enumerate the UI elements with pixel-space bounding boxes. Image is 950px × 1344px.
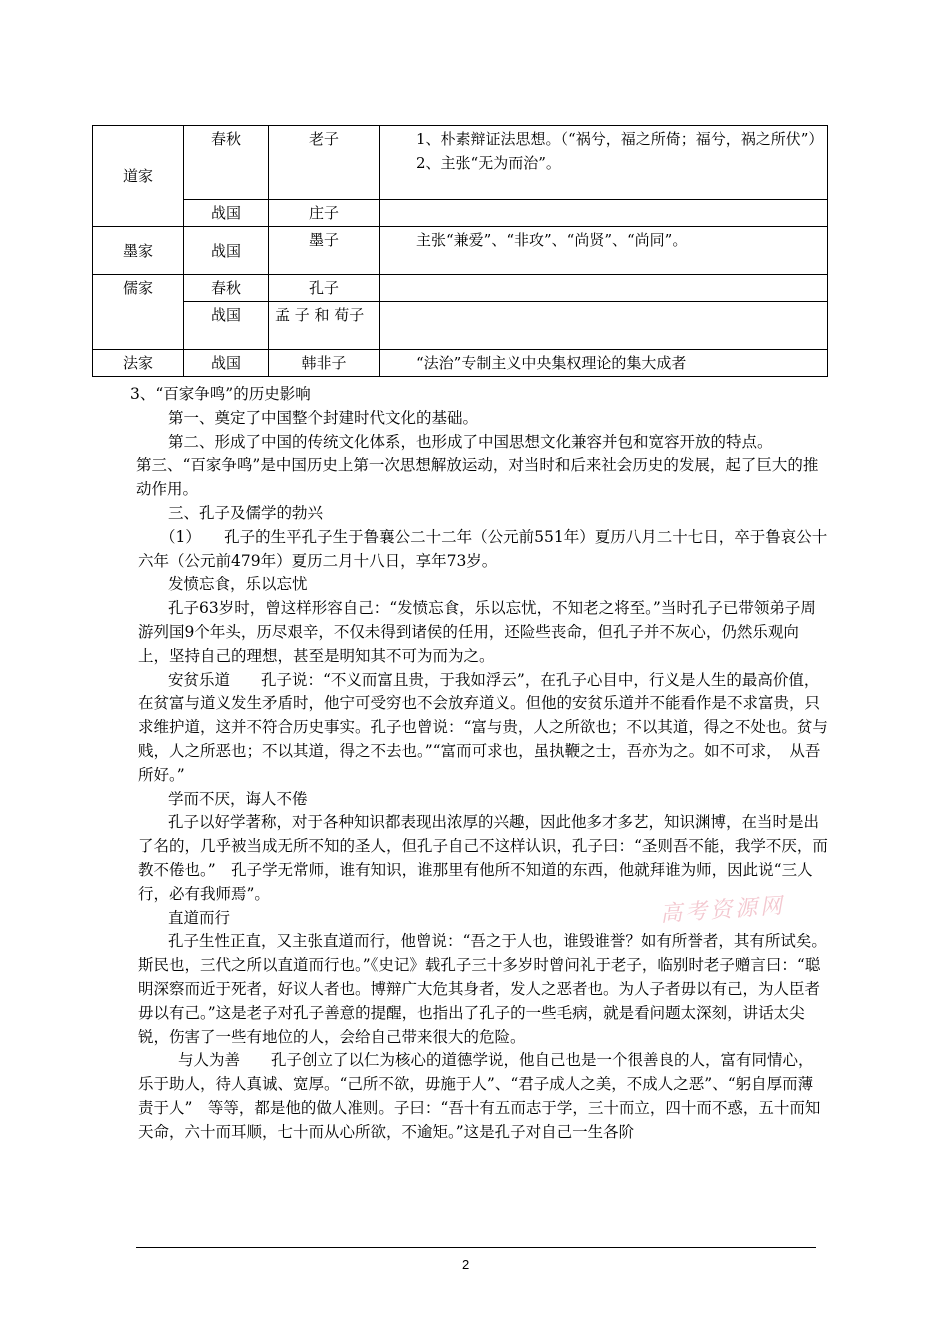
table-row [93,302,828,350]
paragraph: 孔子以好学著称，对于各种知识都表现出浓厚的兴趣，因此他多才多艺，知识渊博，在当时是出了名的，几乎被当成无所不知的圣人，但孔子自己不这样认识，孔子曰：“圣则吾不能，我学不厌，而教不倦也。” 孔子学无常师，谁有知识，谁那里有他所不知道的东西，他就拜谁为师，因此说“三人行，必有我师焉”。 [138,813,828,903]
person-cell: 韩非子 [269,350,380,377]
idea-cell [380,200,828,227]
paragraph: （1） 孔子的生平孔子生于鲁襄公二十二年（公元前551年）夏历八月二十七日，卒于鲁哀公十六年（公元前479年）夏历二月十八日，享年73岁。 [138,527,828,570]
era-cell: 战国 [184,200,269,227]
idea-line: 1、朴素辩证法思想。（“祸兮，福之所倚；福兮，祸之所伏”） [416,130,824,148]
era-cell: 春秋 [184,126,269,200]
paragraph: 第二、形成了中国的传统文化体系，也形成了中国思想文化兼容并包和宽容开放的特点。 [168,432,773,451]
school-cell: 墨家 [93,227,184,275]
paragraph: 与人为善 孔子创立了以仁为核心的道德学说，他自己也是一个很善良的人，富有同情心，乐于助人，待人真诚、宽厚。“己所不欲，毋施于人”、“君子成人之美，不成人之恶”、“躬自厚而薄责于人” 等等，都是他的做人准则。子曰：“吾十有五而志于学，三十而立，四十而不惑，五十而知天命，六十而耳顺，七十而从心所欲，不逾矩。”这是孔子对自己一生各阶 [138,1051,821,1141]
person-cell: 孔子 [269,275,380,302]
table-row [93,126,828,200]
era-cell: 战国 [184,350,269,377]
table-row [93,200,828,227]
idea-cell [380,302,828,350]
paragraph: 孔子63岁时，曾这样形容自己：“发愤忘食，乐以忘忧，不知老之将至。”当时孔子已带领弟子周游列国9个年头，历尽艰辛，不仅未得到诸侯的任用，还险些丧命，但孔子并不灰心，仍然乐观向上，坚持自己的理想，甚至是明知其不可为而为之。 [138,599,816,665]
section-heading: 3、“百家争鸣”的历史影响 [130,385,311,403]
paragraph: 安贫乐道 孔子说：“不义而富且贵，于我如浮云”，在孔子心目中，行义是人生的最高价值，在贫富与道义发生矛盾时，他宁可受穷也不会放弃道义。但他的安贫乐道并不能看作是不求富贵，只求维护道，这并不符合历史事实。孔子也曾说：“富与贵，人之所欲也；不以其道，得之不处也。贫与贱，人之所恶也；不以其道，得之不去也。”“富而可求也，虽执鞭之士，吾亦为之。如不可求， 从吾所好。” [138,670,828,784]
era-cell: 春秋 [184,275,269,302]
era-cell: 战国 [184,227,269,275]
watermark-logo: 高考资源网 [659,893,786,928]
footer-divider [136,1247,816,1248]
person-cell: 庄子 [269,200,380,227]
person-cell: 墨子 [269,227,380,275]
section-heading: 三、孔子及儒学的勃兴 [168,503,324,522]
body-text [130,383,828,1145]
era-cell: 战国 [184,302,269,350]
subheading: 发愤忘食，乐以忘忧 [168,575,308,594]
idea-cell: “法治”专制主义中央集权理论的集大成者 [380,350,828,377]
table-row [93,227,828,275]
idea-cell [380,126,828,200]
paragraph: 第三、“百家争鸣”是中国历史上第一次思想解放运动，对当时和后来社会历史的发展，起了巨大的推动作用。 [136,456,819,499]
idea-cell: 主张“兼爱”、“非攻”、“尚贤”、“尚同”。 [380,227,828,275]
table-row [93,350,828,377]
school-cell: 儒家 [93,275,184,350]
idea-line: 2、主张“无为而治”。 [416,154,561,172]
idea-cell [380,275,828,302]
page-number: 2 [462,1257,470,1272]
person-cell: 老子 [269,126,380,200]
table-row [93,275,828,302]
paragraph: 第一、奠定了中国整个封建时代文化的基础。 [168,408,479,427]
subheading: 直道而行 [168,908,231,927]
subheading: 学而不厌，诲人不倦 [168,789,308,808]
schools-table [92,125,828,377]
school-cell: 道家 [93,126,184,227]
person-cell: 孟 子 和 荀子 [269,302,380,350]
school-cell: 法家 [93,350,184,377]
paragraph: 孔子生性正直，又主张直道而行，他曾说：“吾之于人也，谁毁谁誉？如有所誉者，其有所试矣。斯民也，三代之所以直道而行也。”《史记》载孔子三十多岁时曾问礼于老子，临别时老子赠言曰：“聪明深察而近于死者，好议人者也。博辩广大危其身者，发人之恶者也。为人子者毋以有己，为人臣者毋以有己。”这是老子对孔子善意的提醒，也指出了孔子的一些毛病，就是看问题太深刻，讲话太尖锐，伤害了一些有地位的人，会给自己带来很大的危险。 [138,932,827,1046]
